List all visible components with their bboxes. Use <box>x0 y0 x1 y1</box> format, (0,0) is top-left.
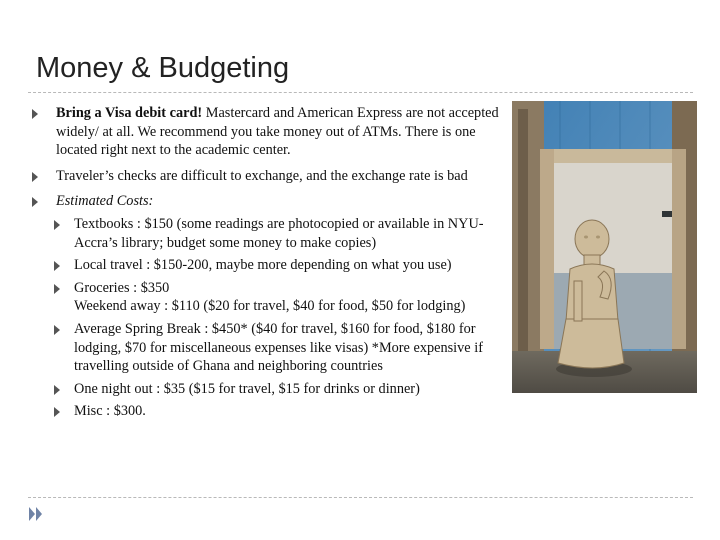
bullet-travelers-checks <box>32 167 510 186</box>
footer-divider <box>28 497 693 498</box>
cost-text: Groceries : $350 <box>74 279 170 296</box>
cost-item-groceries <box>52 279 510 316</box>
estimated-costs-heading: Estimated Costs: <box>56 193 154 210</box>
cost-text: Misc : $300. <box>74 403 146 420</box>
cost-item-night-out <box>52 380 510 399</box>
slide-title: Money & Budgeting <box>36 52 290 84</box>
double-chevron-icon <box>28 506 44 527</box>
triangle-bullet-icon <box>54 284 60 294</box>
cost-item-spring-break <box>52 320 510 376</box>
triangle-bullet-icon <box>54 261 60 271</box>
title-divider <box>28 92 693 93</box>
visa-text: Mastercard and American Express are not accepted widely/ at all. We recommend you take money out of ATMs. There is one located right next to the academic center. <box>56 105 499 159</box>
triangle-bullet-icon <box>54 407 60 417</box>
triangle-bullet-icon <box>54 385 60 395</box>
bullet-visa <box>32 104 510 160</box>
cost-item-textbooks <box>52 215 510 252</box>
triangle-bullet-icon <box>54 220 60 230</box>
wood-statue-photo <box>512 101 697 393</box>
cost-item-misc <box>52 402 510 421</box>
double-chevron-icon-graphic <box>28 506 44 522</box>
triangle-bullet-icon <box>32 109 38 119</box>
triangle-bullet-icon <box>32 197 38 207</box>
travelers-checks-text: Traveler’s checks are difficult to exchange, and the exchange rate is bad <box>56 167 468 184</box>
cost-text: Local travel : $150-200, maybe more depending on what you use) <box>74 257 452 274</box>
bullet-list <box>32 104 510 425</box>
cost-item-local-travel <box>52 256 510 275</box>
triangle-bullet-icon <box>54 325 60 335</box>
bullet-estimated-costs <box>32 192 510 211</box>
triangle-bullet-icon <box>32 172 38 182</box>
visa-lead: Bring a Visa debit card! <box>56 105 203 121</box>
cost-text: One night out : $35 ($15 for travel, $15 for drinks or dinner) <box>74 380 420 397</box>
cost-text: Textbooks : $150 (some readings are photocopied or available in NYU-Accra’s library; budget some money to make copies) <box>74 215 484 251</box>
statue-photo-graphic <box>512 101 697 393</box>
cost-text: Average Spring Break : $450* ($40 for travel, $160 for food, $180 for lodging, $70 for miscellaneous expenses like visas) *More expensive if travelling outside of Ghana and neighboring countries <box>74 320 483 375</box>
cost-text-weekend: Weekend away : $110 ($20 for travel, $40 for food, $50 for lodging) <box>74 298 466 315</box>
